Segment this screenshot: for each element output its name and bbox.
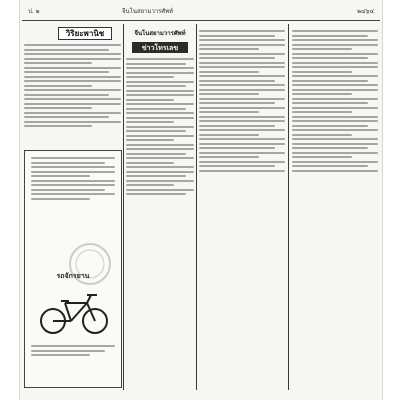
header-page-number: ป. ๒ [28, 8, 40, 15]
column-3 [199, 24, 285, 394]
ad-text [31, 157, 115, 202]
bicycle-illustration [37, 289, 111, 337]
column-4-body [292, 30, 378, 174]
newspaper-page [20, 0, 382, 400]
column-4 [292, 24, 378, 394]
column-divider [288, 24, 289, 390]
column-divider [196, 24, 197, 390]
header-year: ๒๔๖๔ [357, 8, 374, 15]
column-2 [126, 24, 194, 394]
column-2-body [126, 58, 194, 198]
column-2-dark-heading: ข่าวโทรเลข [132, 42, 188, 53]
bicycle-ad-title: รถจักรยาน [56, 271, 90, 280]
ad-footer-text [31, 345, 115, 359]
header-paper-title: จีนโนสยามวารศัพท์ [122, 8, 174, 15]
column-3-body [199, 30, 285, 174]
stamp-mark [64, 238, 116, 290]
page-header [22, 4, 380, 21]
column-2-headline: จีนโนสยามวารศัพท์ [134, 30, 186, 37]
column-divider [123, 24, 124, 390]
column-1-headline: วิริยะพานิช [58, 27, 112, 40]
column-1-body [24, 44, 121, 130]
